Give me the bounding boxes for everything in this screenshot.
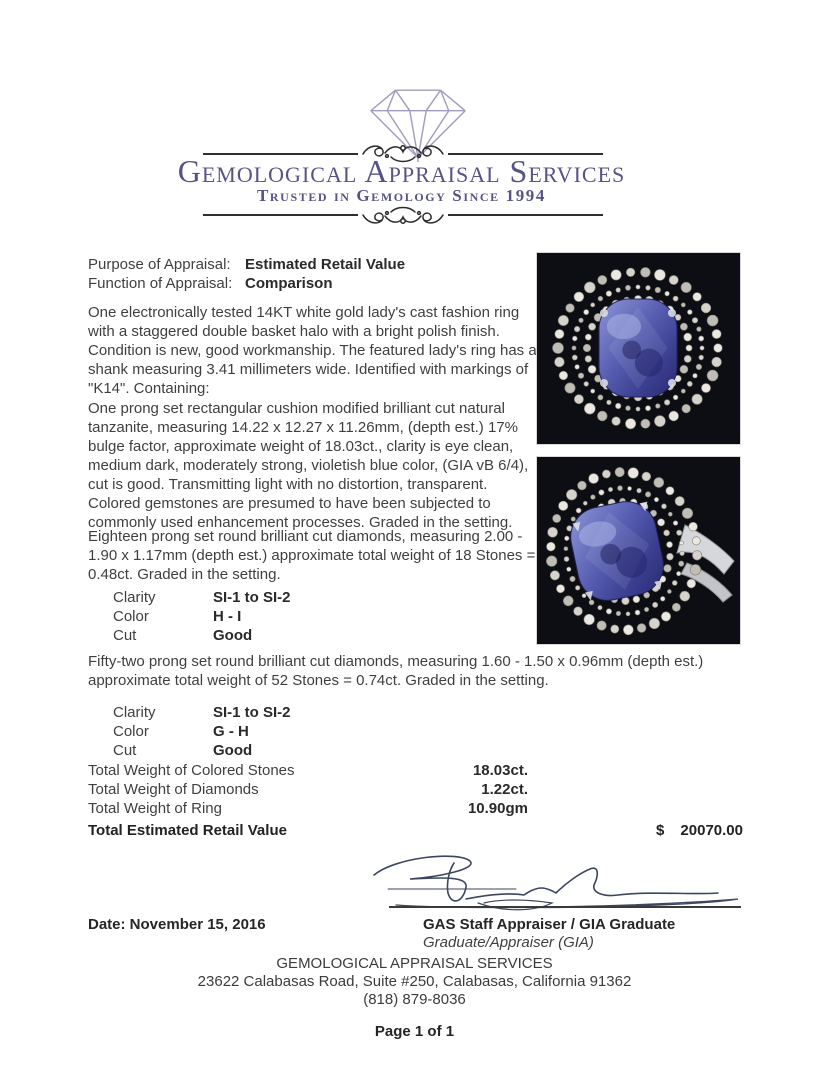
color-label: Color — [113, 723, 149, 740]
diamonds-52-description-paragraph: Fifty-two prong set round brilliant cut diamonds, measuring 1.60 - 1.50 x 0.96mm (depth est.) approximate total weight of 52 Stones = 0.74ct. Graded in the setting. — [88, 653, 704, 689]
function-row — [88, 274, 405, 293]
function-value: Comparison — [245, 275, 333, 292]
total-colored-stones-label: Total Weight of Colored Stones — [88, 762, 295, 779]
currency-symbol: $ — [656, 822, 665, 839]
clarity-value: SI-1 to SI-2 — [213, 704, 291, 721]
rule-line — [203, 214, 358, 216]
cut-label: Cut — [113, 742, 137, 759]
clarity-value: SI-1 to SI-2 — [213, 589, 291, 606]
totals-block — [88, 761, 528, 818]
total-colored-stones-row — [88, 761, 528, 780]
function-label: Function of Appraisal: — [88, 275, 233, 292]
retail-value-amount: 20070.00 — [680, 822, 743, 839]
color-value: G - H — [213, 723, 249, 740]
footer-address: 23622 Calabasas Road, Suite #250, Calabasas, California 91362 — [197, 973, 632, 990]
ring-side-view-photo — [537, 457, 740, 644]
footer-company-name: GEMOLOGICAL APPRAISAL SERVICES — [276, 955, 553, 972]
clarity-label: Clarity — [113, 704, 156, 721]
purpose-label: Purpose of Appraisal: — [88, 256, 231, 273]
total-ring-weight-value: 10.90gm — [467, 800, 528, 817]
table-row — [113, 722, 291, 741]
retail-value-label: Total Estimated Retail Value — [88, 822, 287, 839]
company-tagline: Trusted in Gemology Since 1994 — [256, 186, 547, 205]
cut-label: Cut — [113, 627, 137, 644]
document-footer — [0, 955, 829, 1041]
appraiser-title: GAS Staff Appraiser / GIA Graduate — [423, 916, 676, 933]
scroll-flourish-icon — [360, 202, 446, 228]
table-row — [113, 626, 291, 645]
signature-rule-line — [389, 906, 741, 908]
diamonds-18-description-paragraph: Eighteen prong set round brilliant cut diamonds, measuring 2.00 - 1.90 x 1.17mm (depth est.) approximate total weight of 18 Stones = 0.48ct. Graded in the setting. — [88, 528, 536, 583]
total-ring-weight-label: Total Weight of Ring — [88, 800, 222, 817]
purpose-value: Estimated Retail Value — [245, 256, 406, 273]
table-row — [113, 703, 291, 722]
header-rule-bottom — [203, 202, 603, 228]
ring-description-paragraph: One electronically tested 14KT white gold lady's cast fashion ring with a staggered double basket halo with a bright polish finish. Condition is new, good workmanship. The featured lady's ring has a shank measuring 3.41 millimeters wide. Identified with markings of "K14". Containing: — [88, 304, 537, 397]
page-indicator: Page 1 of 1 — [374, 1023, 455, 1040]
appraisal-info-block — [88, 255, 405, 293]
appraisal-date: Date: November 15, 2016 — [88, 916, 266, 933]
total-ring-weight-row — [88, 799, 528, 818]
total-diamonds-row — [88, 780, 528, 799]
total-colored-stones-value: 18.03ct. — [472, 762, 528, 779]
table-row — [113, 588, 291, 607]
appraiser-credentials: Graduate/Appraiser (GIA) — [423, 934, 594, 951]
purpose-row — [88, 255, 405, 274]
table-row — [113, 741, 291, 760]
cut-value: Good — [213, 742, 253, 759]
total-diamonds-value: 1.22ct. — [481, 781, 528, 798]
grading-table-18-diamonds — [113, 588, 291, 645]
color-value: H - I — [213, 608, 242, 625]
cut-value: Good — [213, 627, 253, 644]
appraiser-signature — [366, 849, 748, 911]
total-diamonds-label: Total Weight of Diamonds — [88, 781, 259, 798]
clarity-label: Clarity — [113, 589, 156, 606]
grading-table-52-diamonds — [113, 703, 291, 760]
footer-phone: (818) 879-8036 — [363, 991, 466, 1008]
color-label: Color — [113, 608, 149, 625]
rule-line — [448, 214, 603, 216]
company-title: Gemological Appraisal Services — [177, 153, 626, 189]
ring-top-view-photo — [537, 253, 740, 444]
tanzanite-description-paragraph: One prong set rectangular cushion modified brilliant cut natural tanzanite, measuring 14.22 x 12.27 x 11.26mm, (depth est.) 17% bulge factor, approximate weight of 18.03ct., clarity is eye clean, medium dark, moderately strong, violetish blue color, (GIA vB 6/4), cut is good. Transmitting light with no distortion, transparent. Colored gemstones are presumed to have been subjected to commonly used enhancement processes. Graded in the setting. — [88, 400, 529, 531]
table-row — [113, 607, 291, 626]
